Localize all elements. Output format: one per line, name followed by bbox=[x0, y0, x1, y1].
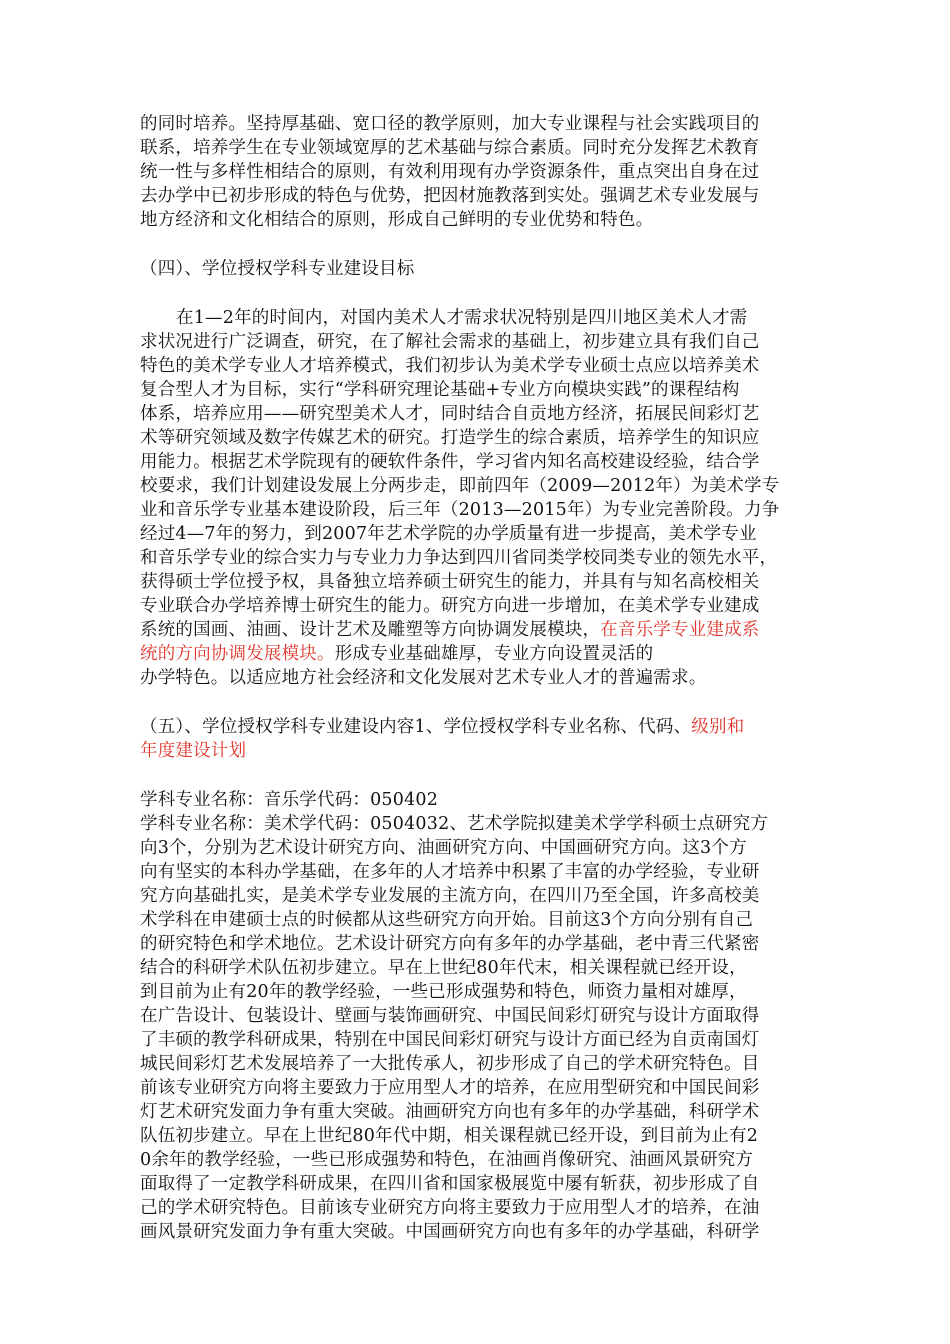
section-heading-5 bbox=[140, 715, 744, 739]
paragraph-line: 向有坚实的本科办学基础，在多年的人才培养中积累了丰富的办学经验，专业研 bbox=[140, 862, 760, 882]
paragraph-line: 用能力。根据艺术学院现有的硬软件条件，学习省内知名高校建设经验，结合学 bbox=[140, 452, 760, 472]
paragraph-line-mixed bbox=[140, 642, 653, 666]
paragraph-line: 去办学中已初步形成的特色与优势，把因材施教落到实处。强调艺术专业发展与 bbox=[140, 186, 760, 206]
paragraph-line: 在广告设计、包装设计、壁画与装饰画研究、中国民间彩灯研究与设计方面取得 bbox=[140, 1006, 760, 1026]
paragraph-line: 术学科在申建硕士点的时候都从这些研究方向开始。目前这3个方向分别有自己 bbox=[140, 910, 754, 930]
paragraph-line: 面取得了一定教学科研成果，在四川省和国家极展览中屡有斩获，初步形成了自 bbox=[140, 1174, 760, 1194]
paragraph-line: 复合型人才为目标，实行“学科研究理论基础+专业方向模块实践”的课程结构 bbox=[140, 380, 740, 400]
paragraph-line: 学科专业名称：音乐学代码：050402 bbox=[140, 790, 439, 810]
paragraph-line: 画风景研究发面力争有重大突破。中国画研究方向也有多年的办学基础，科研学 bbox=[140, 1222, 760, 1242]
paragraph-line: 办学特色。以适应地方社会经济和文化发展对艺术专业人才的普遍需求。 bbox=[140, 668, 707, 688]
paragraph-line: 向3个，分别为艺术设计研究方向、油画研究方向、中国画研究方向。这3个方 bbox=[140, 838, 747, 858]
paragraph-line-mixed bbox=[140, 618, 760, 642]
paragraph-line: 在1—2年的时间内，对国内美术人才需求状况特别是四川地区美术人才需 bbox=[176, 308, 748, 328]
paragraph-line: 到目前为止有20年的教学经验，一些已形成强势和特色，师资力量相对雄厚， bbox=[140, 982, 747, 1002]
paragraph-line: 了丰硕的教学科研成果，特别在中国民间彩灯研究与设计方面已经为自贡南国灯 bbox=[140, 1030, 760, 1050]
paragraph-line: 的同时培养。坚持厚基础、宽口径的教学原则，加大专业课程与社会实践项目的 bbox=[140, 114, 760, 134]
paragraph-line: 术等研究领域及数字传媒艺术的研究。打造学生的综合素质，培养学生的知识应 bbox=[140, 428, 760, 448]
paragraph-line: 特色的美术学专业人才培养模式，我们初步认为美术学专业硕士点应以培养美术 bbox=[140, 356, 760, 376]
paragraph-line: 的研究特色和学术地位。艺术设计研究方向有多年的办学基础，老中青三代紧密 bbox=[140, 934, 760, 954]
paragraph-line: 联系，培养学生在专业领域宽厚的艺术基础与综合素质。同时充分发挥艺术教育 bbox=[140, 138, 760, 158]
paragraph-line: 灯艺术研究发面力争有重大突破。油画研究方向也有多年的办学基础，科研学术 bbox=[140, 1102, 760, 1122]
paragraph-line: 业和音乐学专业基本建设阶段，后三年（2013—2015年）为专业完善阶段。力争 bbox=[140, 500, 780, 520]
paragraph-line: 前该专业研究方向将主要致力于应用型人才的培养，在应用型研究和中国民间彩 bbox=[140, 1078, 760, 1098]
paragraph-line: 和音乐学专业的综合实力与专业力力争达到四川省同类学校同类专业的领先水平， bbox=[140, 548, 778, 568]
paragraph-line: 城民间彩灯艺术发展培养了一大批传承人，初步形成了自己的学术研究特色。目 bbox=[140, 1054, 760, 1074]
paragraph-line: 结合的科研学术队伍初步建立。早在上世纪80年代末，相关课程就已经开设， bbox=[140, 958, 747, 978]
highlighted-text: 级别和 bbox=[691, 717, 745, 737]
highlighted-text: 年度建设计划 bbox=[140, 741, 247, 761]
paragraph-line: 经过4—7年的努力，到2007年艺术学院的办学质量有进一步提高，美术学专业 bbox=[140, 524, 757, 544]
paragraph-line: 专业联合办学培养博士研究生的能力。研究方向进一步增加，在美术学专业建成 bbox=[140, 596, 760, 616]
paragraph-line: 地方经济和文化相结合的原则，形成自己鲜明的专业优势和特色。 bbox=[140, 210, 654, 230]
text-segment: 形成专业基础雄厚，专业方向设置灵活的 bbox=[334, 644, 654, 664]
paragraph-line: 0余年的教学经验，一些已形成强势和特色，在油画肖像研究、油画风景研究方 bbox=[140, 1150, 754, 1170]
paragraph-line: 获得硕士学位授予权，具备独立培养硕士研究生的能力，并具有与知名高校相关 bbox=[140, 572, 760, 592]
section-heading-4: （四）、学位授权学科专业建设目标 bbox=[140, 259, 415, 279]
paragraph-line: 究方向基础扎实，是美术学专业发展的主流方向，在四川乃至全国，许多高校美 bbox=[140, 886, 760, 906]
paragraph-line: 校要求，我们计划建设发展上分两步走，即前四年（2009—2012年）为美术学专 bbox=[140, 476, 780, 496]
paragraph-line: 统一性与多样性相结合的原则，有效利用现有办学资源条件，重点突出自身在过 bbox=[140, 162, 760, 182]
text-segment: 系统的国画、油画、设计艺术及雕塑等方向协调发展模块， bbox=[140, 620, 601, 640]
paragraph-line: 己的学术研究特色。目前该专业研究方向将主要致力于应用型人才的培养，在油 bbox=[140, 1198, 760, 1218]
paragraph-line: 队伍初步建立。早在上世纪80年代中期，相关课程就已经开设，到目前为止有2 bbox=[140, 1126, 759, 1146]
text-segment: （五）、学位授权学科专业建设内容1、学位授权学科专业名称、代码、 bbox=[140, 717, 692, 737]
paragraph-line: 体系，培养应用——研究型美术人才，同时结合自贡地方经济，拓展民间彩灯艺 bbox=[140, 404, 760, 424]
paragraph-line: 求状况进行广泛调查，研究，在了解社会需求的基础上，初步建立具有我们自己 bbox=[140, 332, 760, 352]
paragraph-line: 学科专业名称：美术学代码：0504032、艺术学院拟建美术学学科硕士点研究方 bbox=[140, 814, 769, 834]
highlighted-text: 统的方向协调发展模块。 bbox=[140, 644, 335, 664]
highlighted-text: 在音乐学专业建成系 bbox=[600, 620, 760, 640]
